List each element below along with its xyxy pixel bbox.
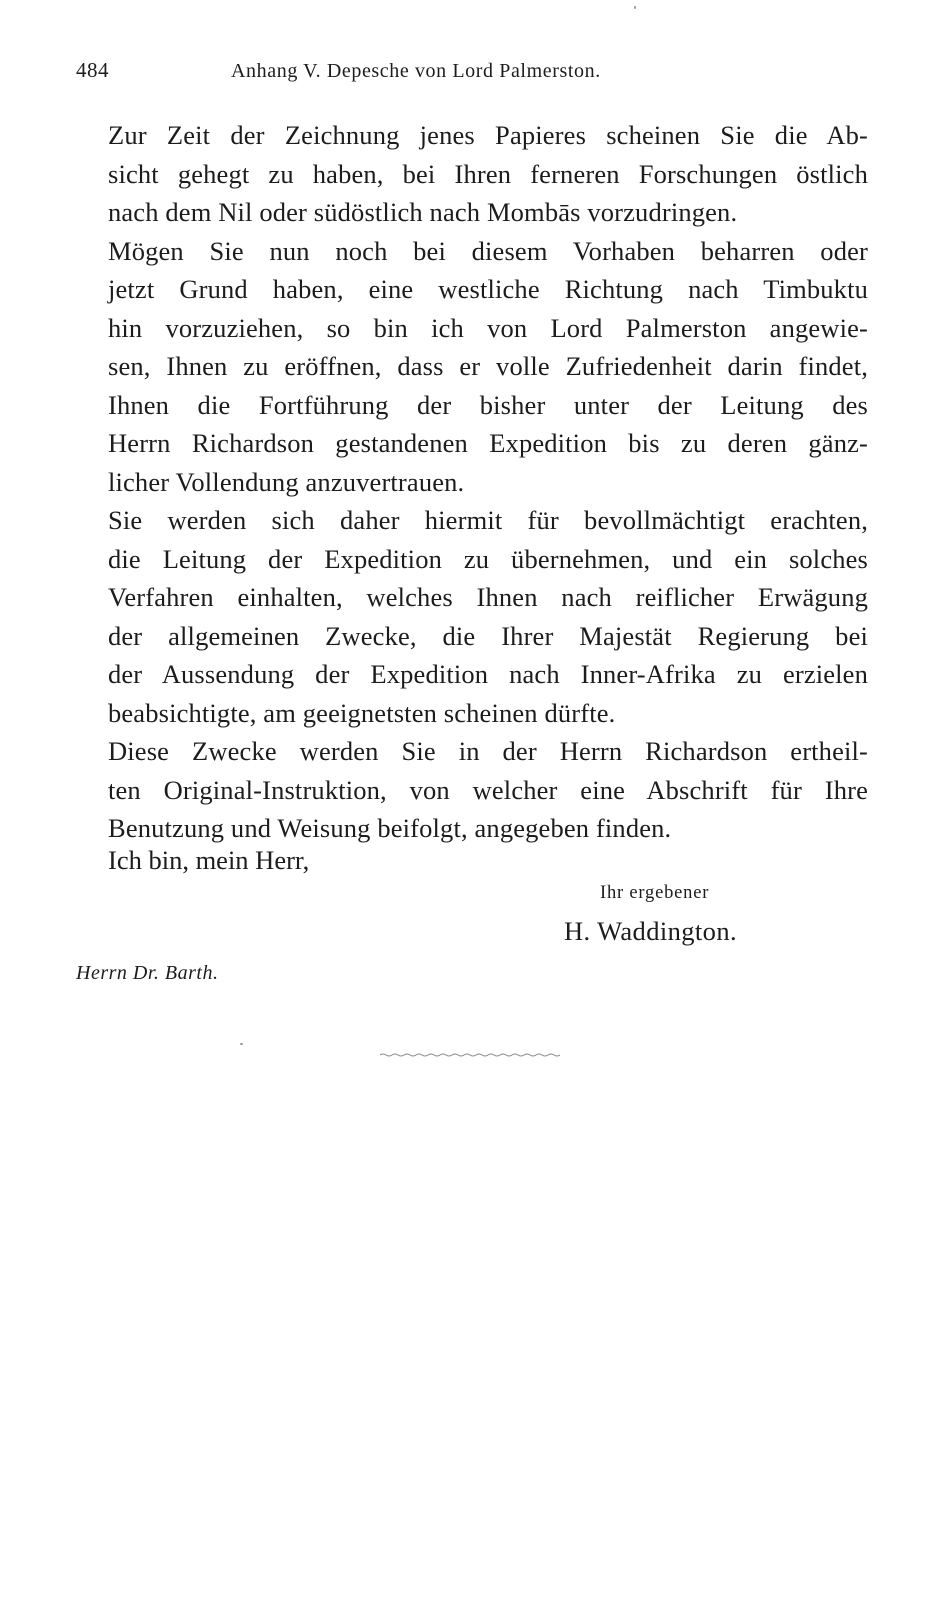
paragraph-3 — [78, 501, 868, 732]
text-line: die Leitung der Expedition zu übernehmen, und ein solches — [108, 543, 868, 574]
text-line: sen, Ihnen zu eröffnen, dass er volle Zufriedenheit darin findet, — [108, 351, 868, 381]
text-line: licher Vollendung anzuvertrauen. — [108, 466, 465, 497]
paragraph-1 — [78, 116, 868, 232]
text-line: jetzt Grund haben, eine westliche Richtung nach Timbuktu — [108, 274, 868, 304]
text-line: Zur Zeit der Zeichnung jenes Papieres scheinen Sie die Ab- — [108, 120, 868, 150]
text-line: Diese Zwecke werden Sie in der Herrn Richardson ertheil- — [108, 736, 868, 766]
page-number: 484 — [76, 58, 109, 82]
text-line: hin vorzuziehen, so bin ich von Lord Palmerston angewie- — [108, 312, 868, 343]
text-line: Herrn Richardson gestandenen Expedition bis zu deren gänz- — [108, 428, 868, 458]
text-line: Mögen Sie nun noch bei diesem Vorhaben beharren oder — [108, 235, 868, 266]
signature-name: H. Waddington. — [564, 916, 738, 946]
letter-body — [78, 116, 868, 848]
scan-speck — [240, 1043, 243, 1045]
paragraph-2 — [78, 232, 868, 502]
text-line: Sie werden sich daher hiermit für bevollmächtigt erachten, — [108, 505, 868, 535]
text-line: sicht gehegt zu haben, bei Ihren ferneren Forschungen östlich — [108, 158, 868, 189]
text-line: ten Original-Instruktion, von welcher eine Abschrift für Ihre — [108, 774, 868, 805]
closing-salutation: Ich bin, mein Herr, — [108, 845, 310, 875]
text-line: Ihnen die Fortführung der bisher unter der Leitung des — [108, 389, 868, 420]
paragraph-4 — [78, 732, 868, 848]
addressee: Herrn Dr. Barth. — [76, 962, 219, 984]
text-line: nach dem Nil oder südöstlich nach Mombās vorzudringen. — [108, 197, 738, 227]
signature-intro: Ihr ergebener — [600, 883, 710, 903]
scan-speck — [634, 6, 636, 9]
text-line: der allgemeinen Zwecke, die Ihrer Majestät Regierung bei — [108, 620, 868, 651]
text-line: der Aussendung der Expedition nach Inner-Afrika zu erzielen — [108, 659, 868, 689]
text-line: Benutzung und Weisung beifolgt, angegeben finden. — [108, 813, 672, 843]
page-header — [76, 58, 856, 98]
running-head: Anhang V. Depesche von Lord Palmerston. — [231, 60, 601, 82]
text-line: Verfahren einhalten, welches Ihnen nach reiflicher Erwägung — [108, 582, 868, 612]
wavy-rule-line — [380, 1054, 560, 1056]
end-ornament-rule — [380, 1052, 560, 1058]
text-line: beabsichtigte, am geeignetsten scheinen dürfte. — [108, 697, 616, 728]
